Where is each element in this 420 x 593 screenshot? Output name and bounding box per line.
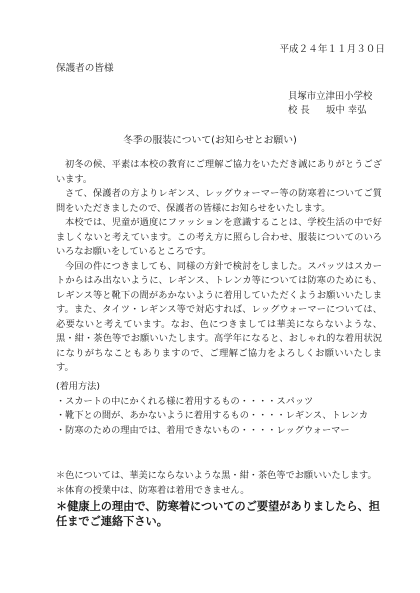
document-title: 冬季の服装について(お知らせとお願い) xyxy=(123,135,297,146)
note-color: ＊色については、華美にならないような黒・紺・茶色等でお願いいたします。 xyxy=(56,470,377,481)
paragraph-intro: さて、保護者の方よりレギンス、レッグウォーマー等の防寒着についてご質問をいただきましたので、保護者の皆様にお知らせをいたします。 xyxy=(56,188,382,214)
principal-role: 校 長 xyxy=(288,105,310,116)
school-name: 貝塚市立津田小学校 xyxy=(288,91,373,102)
principal-name: 坂中 幸弘 xyxy=(325,105,367,116)
paragraph-details: 今回の件につきましても、同様の方針で検討をしました。スパッツはスカートからはみ出ないように、レギンス、トレンカ等については防寒のためにも、レギンス等と靴下の間があかないように着用していただくようお願いいたします。また、タイツ・レギンス等で対応すれば、レッグウォーマーについては、必要ないと考えています。なお、色につきましては華美にならないような、黒・紺・茶色等でお願いいたします。高学年になると、おしゃれ的な着用状況になりがちなこともありますので、ご理解ご協力をよろしくお願いいたします。 xyxy=(56,260,382,373)
issue-date: 平成２４年１１月３０日 xyxy=(279,44,385,55)
usage-heading: (着用方法) xyxy=(56,381,100,392)
usage-item-leggings: ・靴下との間が、あかないように着用するもの・・・・レギンス、トレンカ xyxy=(56,410,369,421)
usage-item-legwarmer: ・防寒のための理由では、着用できないもの・・・・レッグウォーマー xyxy=(56,424,350,436)
usage-section xyxy=(56,380,386,438)
note-health-request: ＊健康上の理由で、防寒着についてのご要望がありましたら、担任までご連絡下さい。 xyxy=(56,500,380,528)
notes-section xyxy=(56,469,386,529)
paragraph-greeting: 初冬の候、平素は本校の教育にご理解ご協力をいただき誠にありがとうございます。 xyxy=(56,159,382,185)
addressee: 保護者の皆様 xyxy=(56,63,114,74)
principal-line xyxy=(288,104,372,118)
body-text xyxy=(56,158,382,376)
note-pe-class: ＊体育の授業中は、防寒着は着用できません。 xyxy=(56,484,250,496)
paragraph-policy: 本校では、児童が過度にファッションを意識することは、学校生活の中で好ましくないと考えています。この考え方に照らし合わせ、服装についてのいろいろなお願いをしているところです。 xyxy=(56,217,382,257)
usage-item-spats: ・スカートの中にかくれる様に着用するもの・・・・スパッツ xyxy=(56,395,314,407)
sender-block xyxy=(288,90,372,118)
